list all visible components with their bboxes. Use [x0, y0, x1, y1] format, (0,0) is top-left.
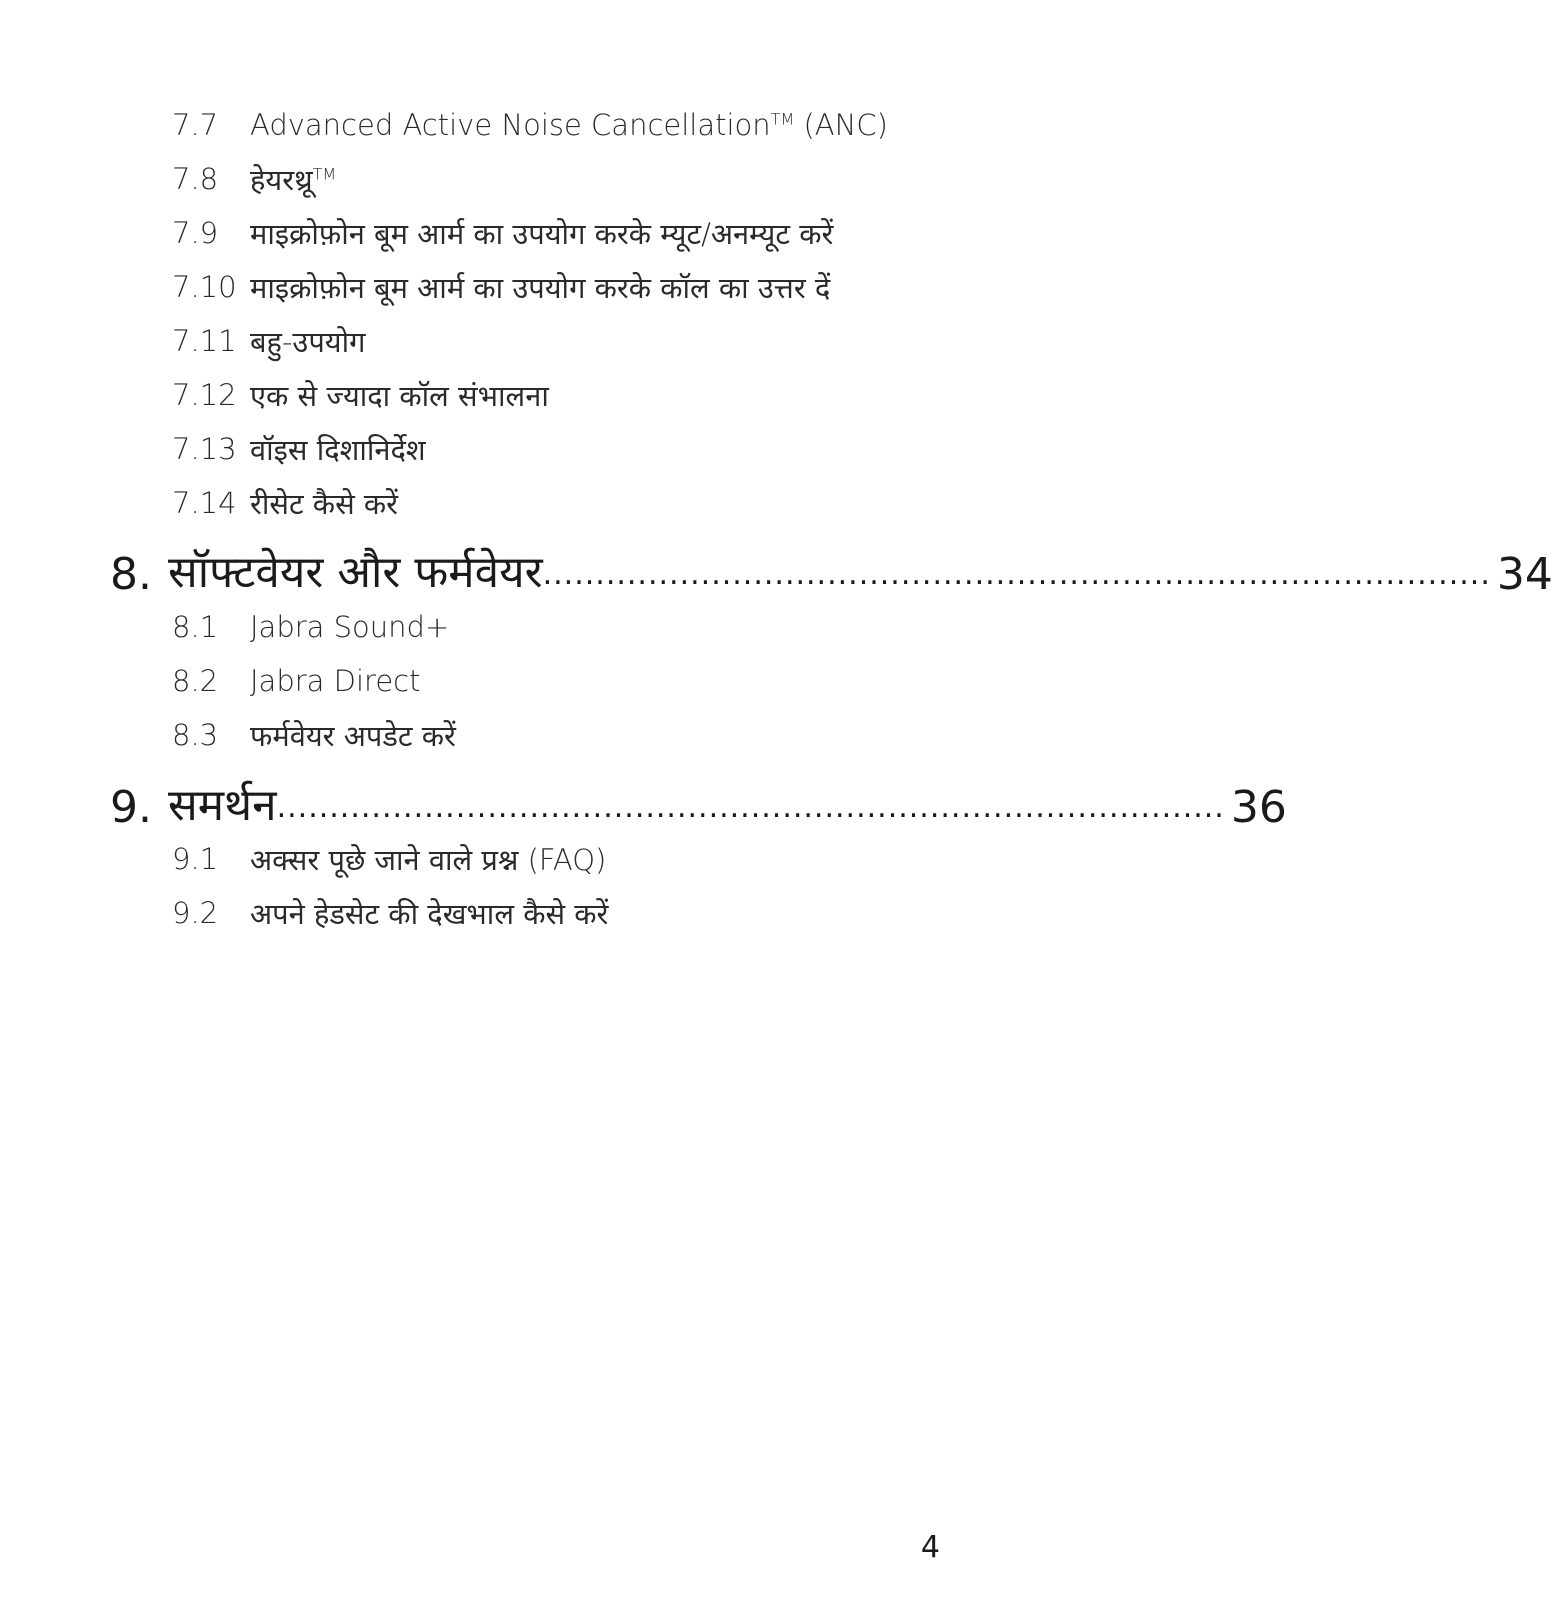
toc-entry-number: 8.2: [172, 664, 219, 698]
toc-entry-8-3[interactable]: [172, 715, 912, 755]
toc-entry-7-14[interactable]: [172, 483, 912, 523]
toc-entry-7-13[interactable]: [172, 429, 912, 469]
toc-entry-title: माइक्रोफ़ोन बूम आर्म का उपयोग करके कॉल का उत्तर दें: [250, 270, 831, 305]
toc-entry-7-12[interactable]: [172, 375, 912, 415]
chapter-title: सॉफ्टवेयर और फर्मवेयर: [168, 547, 543, 598]
toc-entry-7-8[interactable]: [172, 159, 912, 199]
toc-entry-9-1[interactable]: [172, 839, 912, 879]
trademark-mark: TM: [770, 109, 795, 129]
toc-entry-7-10[interactable]: [172, 267, 912, 307]
toc-chapter-9[interactable]: [110, 773, 1287, 833]
toc-entry-7-11[interactable]: [172, 321, 912, 361]
toc-entry-number: 7.12: [172, 378, 237, 412]
toc-entry-number: 9.1: [172, 842, 219, 876]
toc-entry-8-2[interactable]: [172, 661, 912, 701]
toc-entry-number: 7.9: [172, 216, 219, 250]
toc-entry-number: 7.8: [172, 162, 219, 196]
chapter-page-number: 34: [1496, 549, 1553, 600]
chapter-page-number: 36: [1230, 782, 1287, 833]
chapter-number: 9.: [110, 782, 152, 833]
toc-chapter-8[interactable]: [110, 540, 1553, 600]
toc-entry-title: Jabra Sound+: [250, 610, 450, 644]
toc-entry-title: माइक्रोफ़ोन बूम आर्म का उपयोग करके म्यूट/अनम्यूट करें: [250, 216, 834, 251]
toc-entry-title: अपने हेडसेट की देखभाल कैसे करें: [250, 896, 609, 931]
toc-entry-title: बहु-उपयोग: [250, 324, 366, 359]
page-number: 4: [920, 1530, 940, 1565]
toc-entry-number: 7.10: [172, 270, 237, 304]
trademark-mark: TM: [312, 163, 337, 183]
toc-entry-title: रीसेट कैसे करें: [250, 486, 399, 521]
chapter-title: समर्थन: [168, 780, 277, 831]
chapter-number: 8.: [110, 549, 152, 600]
toc-entry-number: 7.14: [172, 486, 237, 520]
dot-leader: ..........................................................................................: [542, 557, 1491, 592]
toc-entry-number: 7.7: [172, 108, 219, 142]
toc-entry-9-2[interactable]: [172, 893, 912, 933]
toc-entry-number: 9.2: [172, 896, 219, 930]
toc-entry-title: अक्सर पूछे जाने वाले प्रश्न (FAQ): [250, 842, 607, 877]
toc-entry-title: Jabra Direct: [250, 664, 421, 698]
toc-entry-7-9[interactable]: [172, 213, 912, 253]
toc-entry-number: 8.3: [172, 718, 219, 752]
toc-entry-number: 7.13: [172, 432, 237, 466]
toc-entry-title: एक से ज्यादा कॉल संभालना: [250, 378, 549, 413]
dot-leader: ..........................................................................................: [276, 790, 1225, 825]
toc-entry-8-1[interactable]: [172, 607, 912, 647]
toc-entry-7-7[interactable]: [172, 105, 912, 145]
toc-entry-number: 8.1: [172, 610, 219, 644]
toc-entry-title: फर्मवेयर अपडेट करें: [250, 718, 456, 753]
toc-entry-title: Advanced Active Noise Cancellation™ (ANC): [250, 108, 888, 142]
toc-entry-title: हेयरथ्रू™: [250, 162, 337, 197]
toc-entry-number: 7.11: [172, 324, 237, 358]
toc-entry-title: वॉइस दिशानिर्देश: [250, 432, 426, 467]
